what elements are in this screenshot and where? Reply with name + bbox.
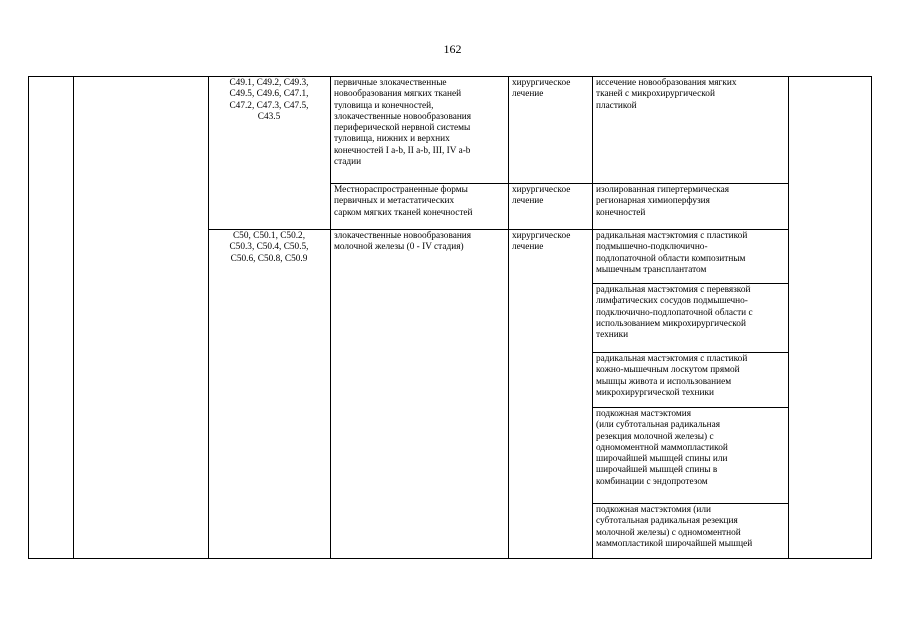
page-number: 162	[443, 42, 462, 56]
treatment-method-cell: радикальная мастэктомия с пластикой подмышечно-подключично- подлопаточной области композитным мышечным трансплантатом	[596, 231, 748, 275]
column-divider-1	[73, 76, 74, 559]
diagnosis-cell: злокачественные новообразования молочной железы (0 - IV стадия)	[334, 231, 472, 253]
table-border-top	[28, 76, 872, 77]
method-divider-1	[592, 283, 788, 284]
treatment-method-cell: радикальная мастэктомия с перевязкой лимфатических сосудов подмышечно- подключично-подлопаточной области с использованием микрохирургической техники	[596, 285, 753, 341]
treatment-type-cell: хирургическое лечение	[512, 185, 571, 207]
treatment-type-cell: хирургическое лечение	[512, 78, 571, 100]
table-border-left	[28, 76, 29, 559]
column-divider-3	[330, 76, 331, 559]
table-border-bottom	[28, 558, 872, 559]
row-divider-1	[330, 183, 788, 184]
treatment-type-cell: хирургическое лечение	[512, 231, 571, 253]
column-divider-6	[788, 76, 789, 559]
diagnosis-cell: Местнораспространенные формы первичных и метастатических сарком мягких тканей конечностей	[334, 185, 473, 218]
treatment-method-cell: иссечение новообразования мягких тканей с микрохирургической пластикой	[596, 78, 737, 111]
medical-care-table	[28, 76, 872, 559]
method-divider-3	[592, 407, 788, 408]
column-divider-2	[208, 76, 209, 559]
treatment-method-cell: изолированная гипертермическая регионарная химиоперфузия конечностей	[596, 185, 730, 218]
treatment-method-cell: подкожная мастэктомия (или субтотальная радикальная резекция молочной железы) с одномоментной маммопластикой широчайшей мышцей спины или широчайшей мышцей спины в комбинации с эндопротезом	[596, 409, 728, 487]
column-divider-4	[508, 76, 509, 559]
icd-codes-cell: C50, C50.1, C50.2, C50.3, C50.4, C50.5, C50.6, C50.8, C50.9	[229, 231, 309, 264]
table-border-right	[871, 76, 872, 559]
diagnosis-cell: первичные злокачественные новообразования мягких тканей туловища и конечностей, злокачественные новообразования периферической нервной системы туловища, нижних и верхних конечностей I a-b, II a-b, III, IV a-b стадии	[334, 78, 472, 168]
method-divider-4	[592, 503, 788, 504]
row-divider-2	[208, 229, 788, 230]
treatment-method-cell: подкожная мастэктомия (или субтотальная радикальная резекция молочной железы) с одномоментной маммопластикой широчайшей мышцей	[596, 505, 753, 549]
icd-codes-cell: C49.1, C49.2, C49.3, C49.5, C49.6, C47.1, C47.2, C47.3, C47.5, C43.5	[229, 78, 309, 122]
treatment-method-cell: радикальная мастэктомия с пластикой кожно-мышечным лоскутом прямой мышцы живота и использованием микрохирургической техники	[596, 354, 748, 398]
method-divider-2	[592, 352, 788, 353]
column-divider-5	[592, 76, 593, 559]
